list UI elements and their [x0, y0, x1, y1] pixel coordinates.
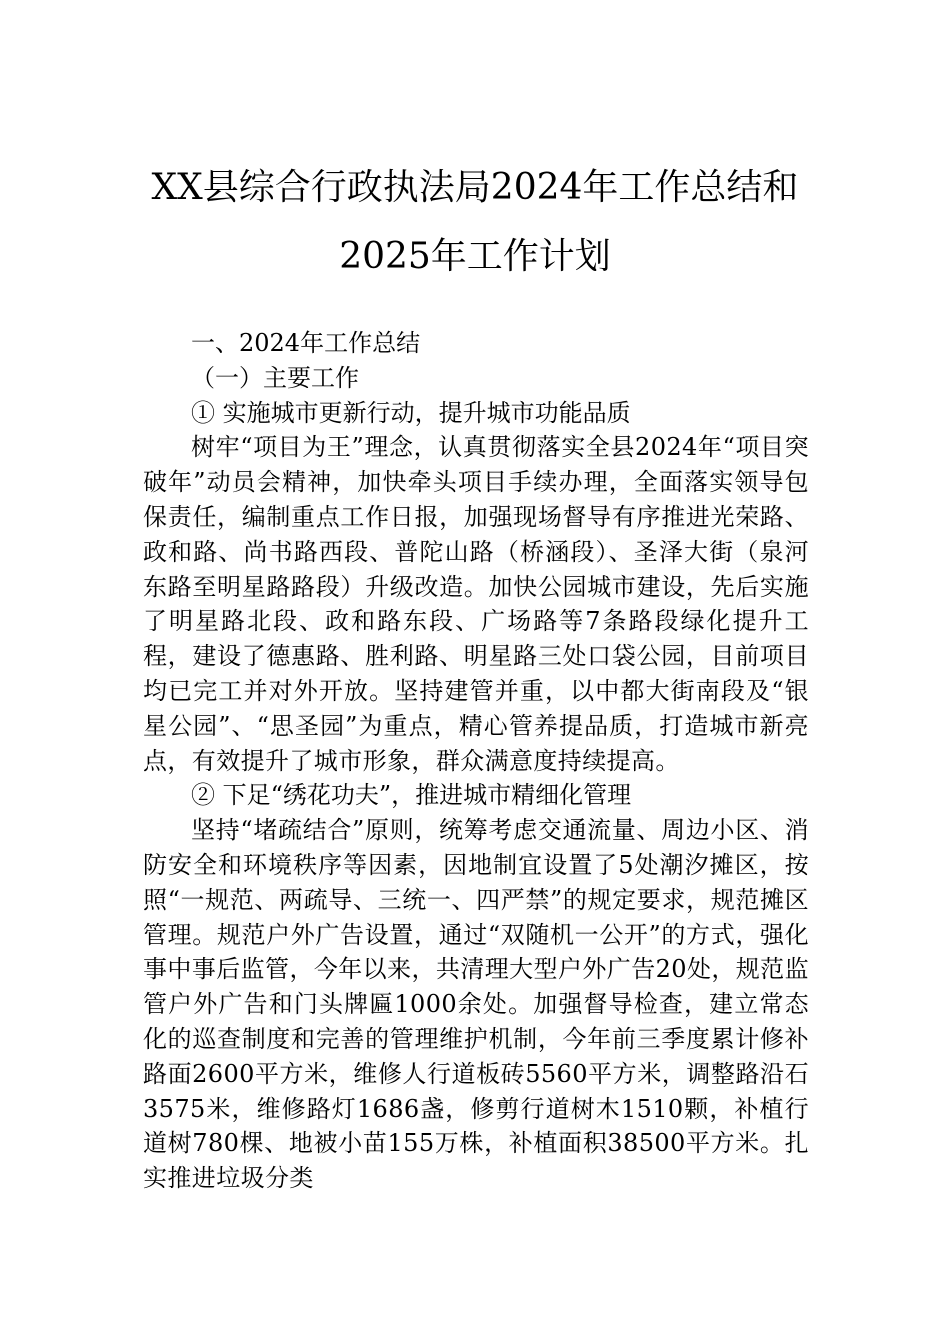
body-paragraph-2: 坚持“堵疏结合”原则，统筹考虑交通流量、周边小区、消防安全和环境秩序等因素，因地制宜设置了5处潮汐摊区，按照“一规范、两疏导、三统一、四严禁”的规定要求，规范摊区管理。规范户外广告设置，通过“双随机一公开”的方式，强化事中事后监管，今年以来，共清理大型户外广告20处，规范监管户外广告和门头牌匾1000余处。加强督导检查，建立常态化的巡查制度和完善的管理维护机制，今年前三季度累计修补路面2600平方米，维修人行道板砖5560平方米，调整路沿石3575米，维修路灯1686盏，修剪行道树木1510颗，补植行道树780棵、地被小苗155万株，补植面积38500平方米。扎实推进垃圾分类: [143, 816, 809, 1193]
item-heading-2: ② 下足“绣花功夫”，推进城市精细化管理: [191, 781, 632, 810]
document-title-line-1: XX县综合行政执法局2024年工作总结和: [151, 167, 799, 208]
document-body: [143, 326, 809, 1196]
section-heading: 一、2024年工作总结: [191, 329, 421, 357]
item-heading-1: ① 实施城市更新行动，提升城市功能品质: [191, 398, 631, 427]
subsection-heading: （一）主要工作: [191, 363, 359, 392]
body-paragraph-1: 树牢“项目为王”理念，认真贯彻落实全县2024年“项目突破年”动员会精神，加快牵头项目手续办理，全面落实领导包保责任，编制重点工作日报，加强现场督导有序推进光荣路、政和路、尚书路西段、普陀山路（桥涵段）、圣泽大街（泉河东路至明星路路段）升级改造。加快公园城市建设，先后实施了明星路北段、政和路东段、广场路等7条路段绿化提升工程，建设了德惠路、胜利路、明星路三处口袋公园，目前项目均已完工并对外开放。坚持建管并重，以中都大街南段及“银星公园”、“思圣园”为重点，精心管养提品质，打造城市新亮点，有效提升了城市形象，群众满意度持续提高。: [143, 433, 809, 775]
document-title-line-2: 2025年工作计划: [339, 236, 611, 277]
